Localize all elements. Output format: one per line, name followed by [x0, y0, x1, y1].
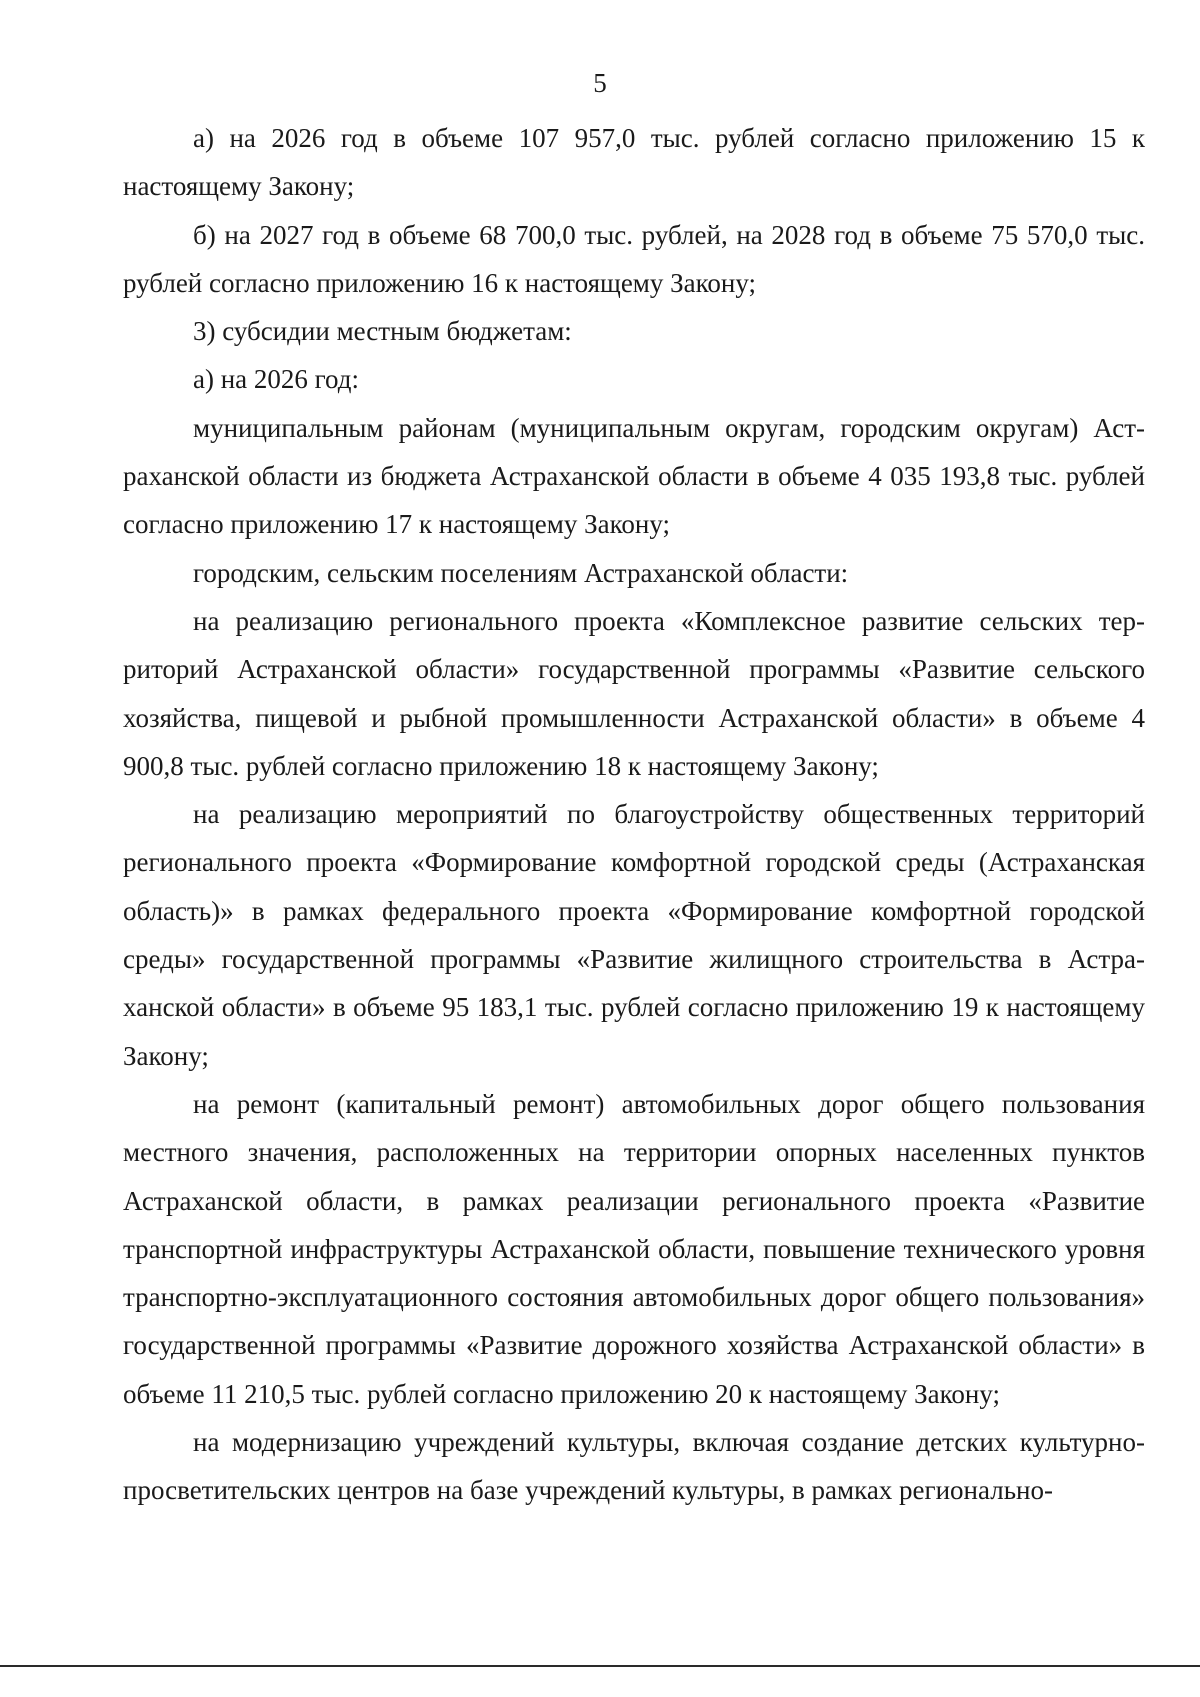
- paragraph-a-2026-subsidies: а) на 2026 год:: [193, 364, 360, 395]
- paragraph-b-2027-2028: б) на 2027 год в объеме 68 700,0 тыс. рублей, на 2028 год в объеме 75 570,0 тыс. рублей согласно приложению 16 к настоящему Закону;: [123, 219, 1145, 298]
- bottom-rule: [0, 1665, 1200, 1667]
- page-number: 5: [593, 68, 607, 98]
- paragraph-culture-modernization: на модернизацию учреждений культуры, включая создание детских культурно-просветительских центров на базе учреждений культуры, в рамках регионально-: [123, 1427, 1145, 1506]
- document-body: [123, 114, 1145, 1515]
- paragraph-rural-development: на реализацию регионального проекта «Комплексное развитие сельских территорий Астраханской области» государственной программы «Развитие сельского хозяйства, пищевой и рыбной промышленности Астраханской области» в объеме 4 900,8 тыс. рублей согласно приложению 18 к настоящему Закону;: [123, 605, 1145, 781]
- paragraph-a-2026: а) на 2026 год в объеме 107 957,0 тыс. рублей согласно приложению 15 к настоящему Закону;: [123, 123, 1145, 202]
- paragraph-municipal-districts: муниципальным районам (муниципальным округам, городским округам) Астраханской области из бюджета Астраханской области в объеме 4 035 193,8 тыс. рублей согласно приложению 17 к настоящему Закону;: [123, 412, 1145, 540]
- paragraph-subsidies-heading: 3) субсидии местным бюджетам:: [193, 316, 572, 347]
- paragraph-road-repair: на ремонт (капитальный ремонт) автомобильных дорог общего пользования местного значения, расположенных на территории опорных населенных пунктов Астраханской области, в рамках реализации регионального проекта «Развитие транспортной инфраструктуры Астраханской области, повышение технического уровня транспортно-эксплуатационного состояния автомобильных дорог общего пользования» государственной программы «Развитие дорожного хозяйства Астраханской области» в объеме 11 210,5 тыс. рублей согласно приложению 20 к настоящему Закону;: [123, 1088, 1145, 1409]
- paragraph-urban-environment: на реализацию мероприятий по благоустройству общественных территорий регионального проекта «Формирование комфортной городской среды (Астраханская область)» в рамках федерального проекта «Формирование комфортной городской среды» государственной программы «Развитие жилищного строительства в Астраханской области» в объеме 95 183,1 тыс. рублей согласно приложению 19 к настоящему Закону;: [123, 799, 1145, 1071]
- paragraph-settlements-heading: городским, сельским поселениям Астраханской области:: [193, 557, 849, 588]
